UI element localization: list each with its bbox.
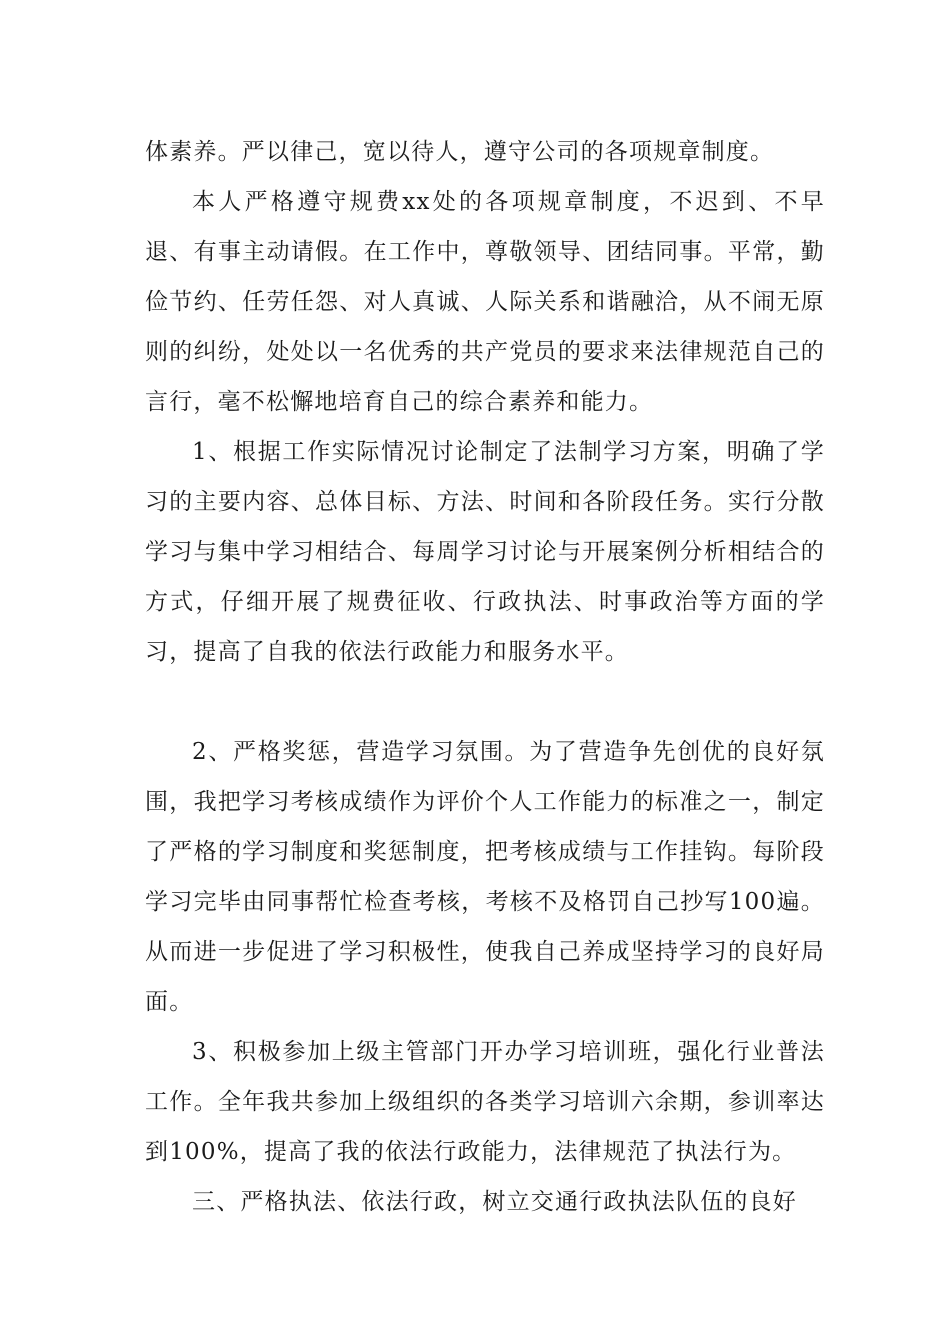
paragraph-spacer <box>145 677 825 727</box>
paragraph-rules-compliance: 本人严格遵守规费xx处的各项规章制度，不迟到、不早退、有事主动请假。在工作中，尊敬领导、团结同事。平常，勤俭节约、任劳任怨、对人真诚、人际关系和谐融洽，从不闹无原则的纠纷，处处以一名优秀的共产党员的要求来法律规范自己的言行，毫不松懈地培育自己的综合素养和能力。 <box>145 189 825 415</box>
paragraph-item-3: 3、积极参加上级主管部门开办学习培训班，强化行业普法工作。全年我共参加上级组织的各类学习培训六余期，参训率达到100%，提高了我的依法行政能力，法律规范了执法行为。 <box>145 1039 825 1165</box>
paragraph-item-2: 2、严格奖惩，营造学习氛围。为了营造争先创优的良好氛围，我把学习考核成绩作为评价个人工作能力的标准之一，制定了严格的学习制度和奖惩制度，把考核成绩与工作挂钩。每阶段学习完毕由同事帮忙检查考核，考核不及格罚自己抄写100遍。从而进一步促进了学习积极性，使我自己养成坚持学习的良好局面。 <box>145 739 825 1015</box>
paragraph-item-1: 1、根据工作实际情况讨论制定了法制学习方案，明确了学习的主要内容、总体目标、方法、时间和各阶段任务。实行分散学习与集中学习相结合、每周学习讨论与开展案例分析相结合的方式，仔细开展了规费征收、行政执法、时事政治等方面的学习，提高了自我的依法行政能力和服务水平。 <box>145 439 825 665</box>
paragraph-continuation: 体素养。严以律己，宽以待人，遵守公司的各项规章制度。 <box>145 139 775 165</box>
paragraph-section-three-heading: 三、严格执法、依法行政，树立交通行政执法队伍的良好 <box>192 1189 797 1215</box>
document-body <box>145 127 825 1227</box>
